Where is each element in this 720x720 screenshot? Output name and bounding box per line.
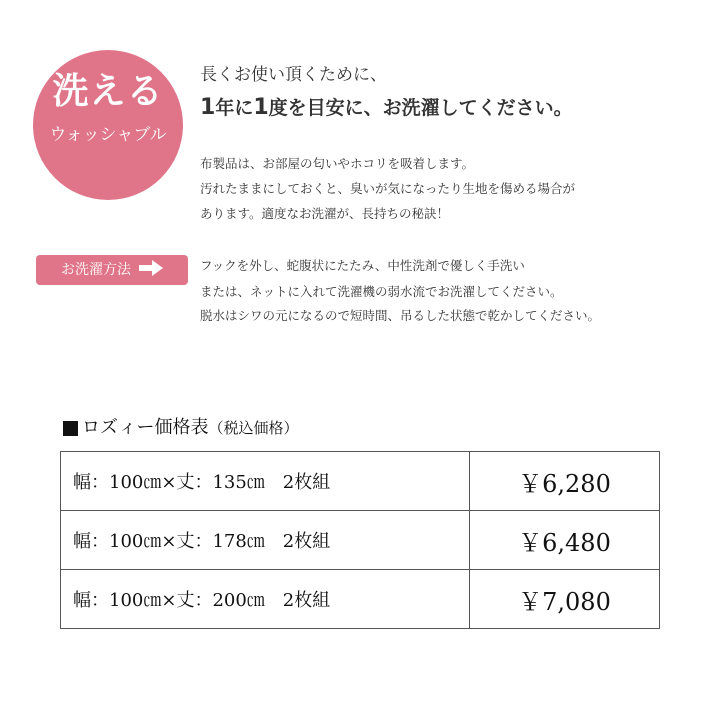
arrow-right-icon — [139, 260, 163, 280]
wash-method-text: お洗濯方法 — [61, 262, 131, 278]
care-description-line: 汚れたままにしておくと、臭いが気になったり生地を傷める場合が — [200, 181, 576, 196]
frequency-unit: 年に — [215, 97, 254, 119]
care-heading-line1: 長くお使い頂くために、 — [200, 65, 387, 85]
heading-rest: 度を目安に、お洗濯してください。 — [268, 97, 573, 119]
price-table — [60, 451, 660, 629]
times-number: 1 — [253, 95, 269, 120]
badge-sub-text: ウォッシャブル — [49, 125, 167, 145]
wash-method-label — [36, 255, 188, 285]
wash-method-line: 脱水はシワの元になるので短時間、吊るした状態で乾かしてください。 — [200, 308, 601, 323]
washable-badge — [33, 50, 183, 200]
size-cell: 幅：100㎝×丈：200㎝ 2枚組 — [61, 570, 470, 629]
size-cell: 幅：100㎝×丈：178㎝ 2枚組 — [61, 511, 470, 570]
badge-main-text: 洗える — [52, 71, 164, 112]
table-row — [61, 570, 660, 629]
table-row — [61, 452, 660, 511]
price-cell: ￥6,480 — [470, 511, 660, 570]
wash-method-line: または、ネットに入れて洗濯機の弱水流でお洗濯してください。 — [200, 284, 563, 299]
wash-method-line: フックを外し、蛇腹状にたたみ、中性洗剤で優しく手洗い — [200, 258, 525, 273]
care-heading-line2 — [200, 95, 573, 121]
price-table-title-text: ロズィー価格表 — [82, 417, 209, 438]
care-description-line: 布製品は、お部屋の匂いやホコリを吸着します。 — [200, 156, 475, 171]
frequency-number: 1 — [200, 95, 216, 120]
price-table-note: （税込価格） — [208, 419, 299, 437]
price-table-title — [63, 416, 299, 440]
price-cell: ￥6,280 — [470, 452, 660, 511]
size-cell: 幅：100㎝×丈：135㎝ 2枚組 — [61, 452, 470, 511]
care-description-line: あります。適度なお洗濯が、長持ちの秘訣！ — [200, 206, 450, 221]
table-row — [61, 511, 660, 570]
square-bullet-icon — [63, 421, 78, 436]
price-cell: ￥7,080 — [470, 570, 660, 629]
